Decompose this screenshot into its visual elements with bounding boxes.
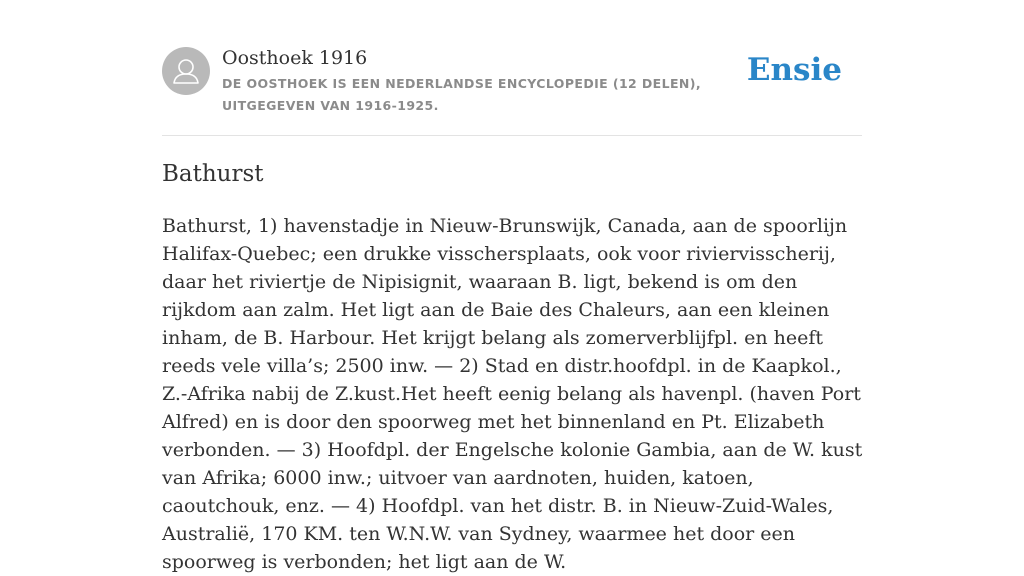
source-description: DE OOSTHOEK IS EEN NEDERLANDSE ENCYCLOPEDIE (12 DELEN), UITGEGEVEN VAN 1916-1925.: [222, 76, 702, 113]
user-avatar-icon: [162, 47, 210, 95]
header-divider: [162, 135, 862, 136]
source-header: [162, 44, 862, 124]
entry-body: Bathurst, 1) havenstadje in Nieuw-Brunswijk, Canada, aan de spoorlijn Halifax-Quebec; een drukke visschersplaats, ook voor riviervisscherij, daar het riviertje de Nipisignit, waaraan B. ligt, bekend is om den rijkdom aan zalm. Het ligt aan de Baie des Chaleurs, aan een kleinen inham, de B. Harbour. Het krijgt belang als zomerverblijfpl. en heeft reeds vele villa’s; 2500 inw. — 2) Stad en distr.hoofdpl. in de Kaapkol., Z.-Afrika nabij de Z.kust.Het heeft eenig belang als havenpl. (haven Port Alfred) en is door den spoorweg met het binnenland en Pt. Elizabeth verbonden. — 3) Hoofdpl. der Engelsche kolonie Gambia, aan de W. kust van Afrika; 6000 inw.; uitvoer van aardnoten, huiden, katoen, caoutchouk, enz. — 4) Hoofdpl. van het distr. B. in Nieuw-Zuid-Wales, Australië, 170 KM. ten W.N.W. van Sydney, waarmee het door een spoorweg is verbonden; het ligt aan de W.: [162, 215, 863, 573]
source-title[interactable]: Oosthoek 1916: [222, 47, 368, 69]
source-avatar[interactable]: [162, 47, 210, 95]
brand-logo[interactable]: Ensie: [746, 52, 842, 88]
entry-title: Bathurst: [162, 161, 264, 187]
